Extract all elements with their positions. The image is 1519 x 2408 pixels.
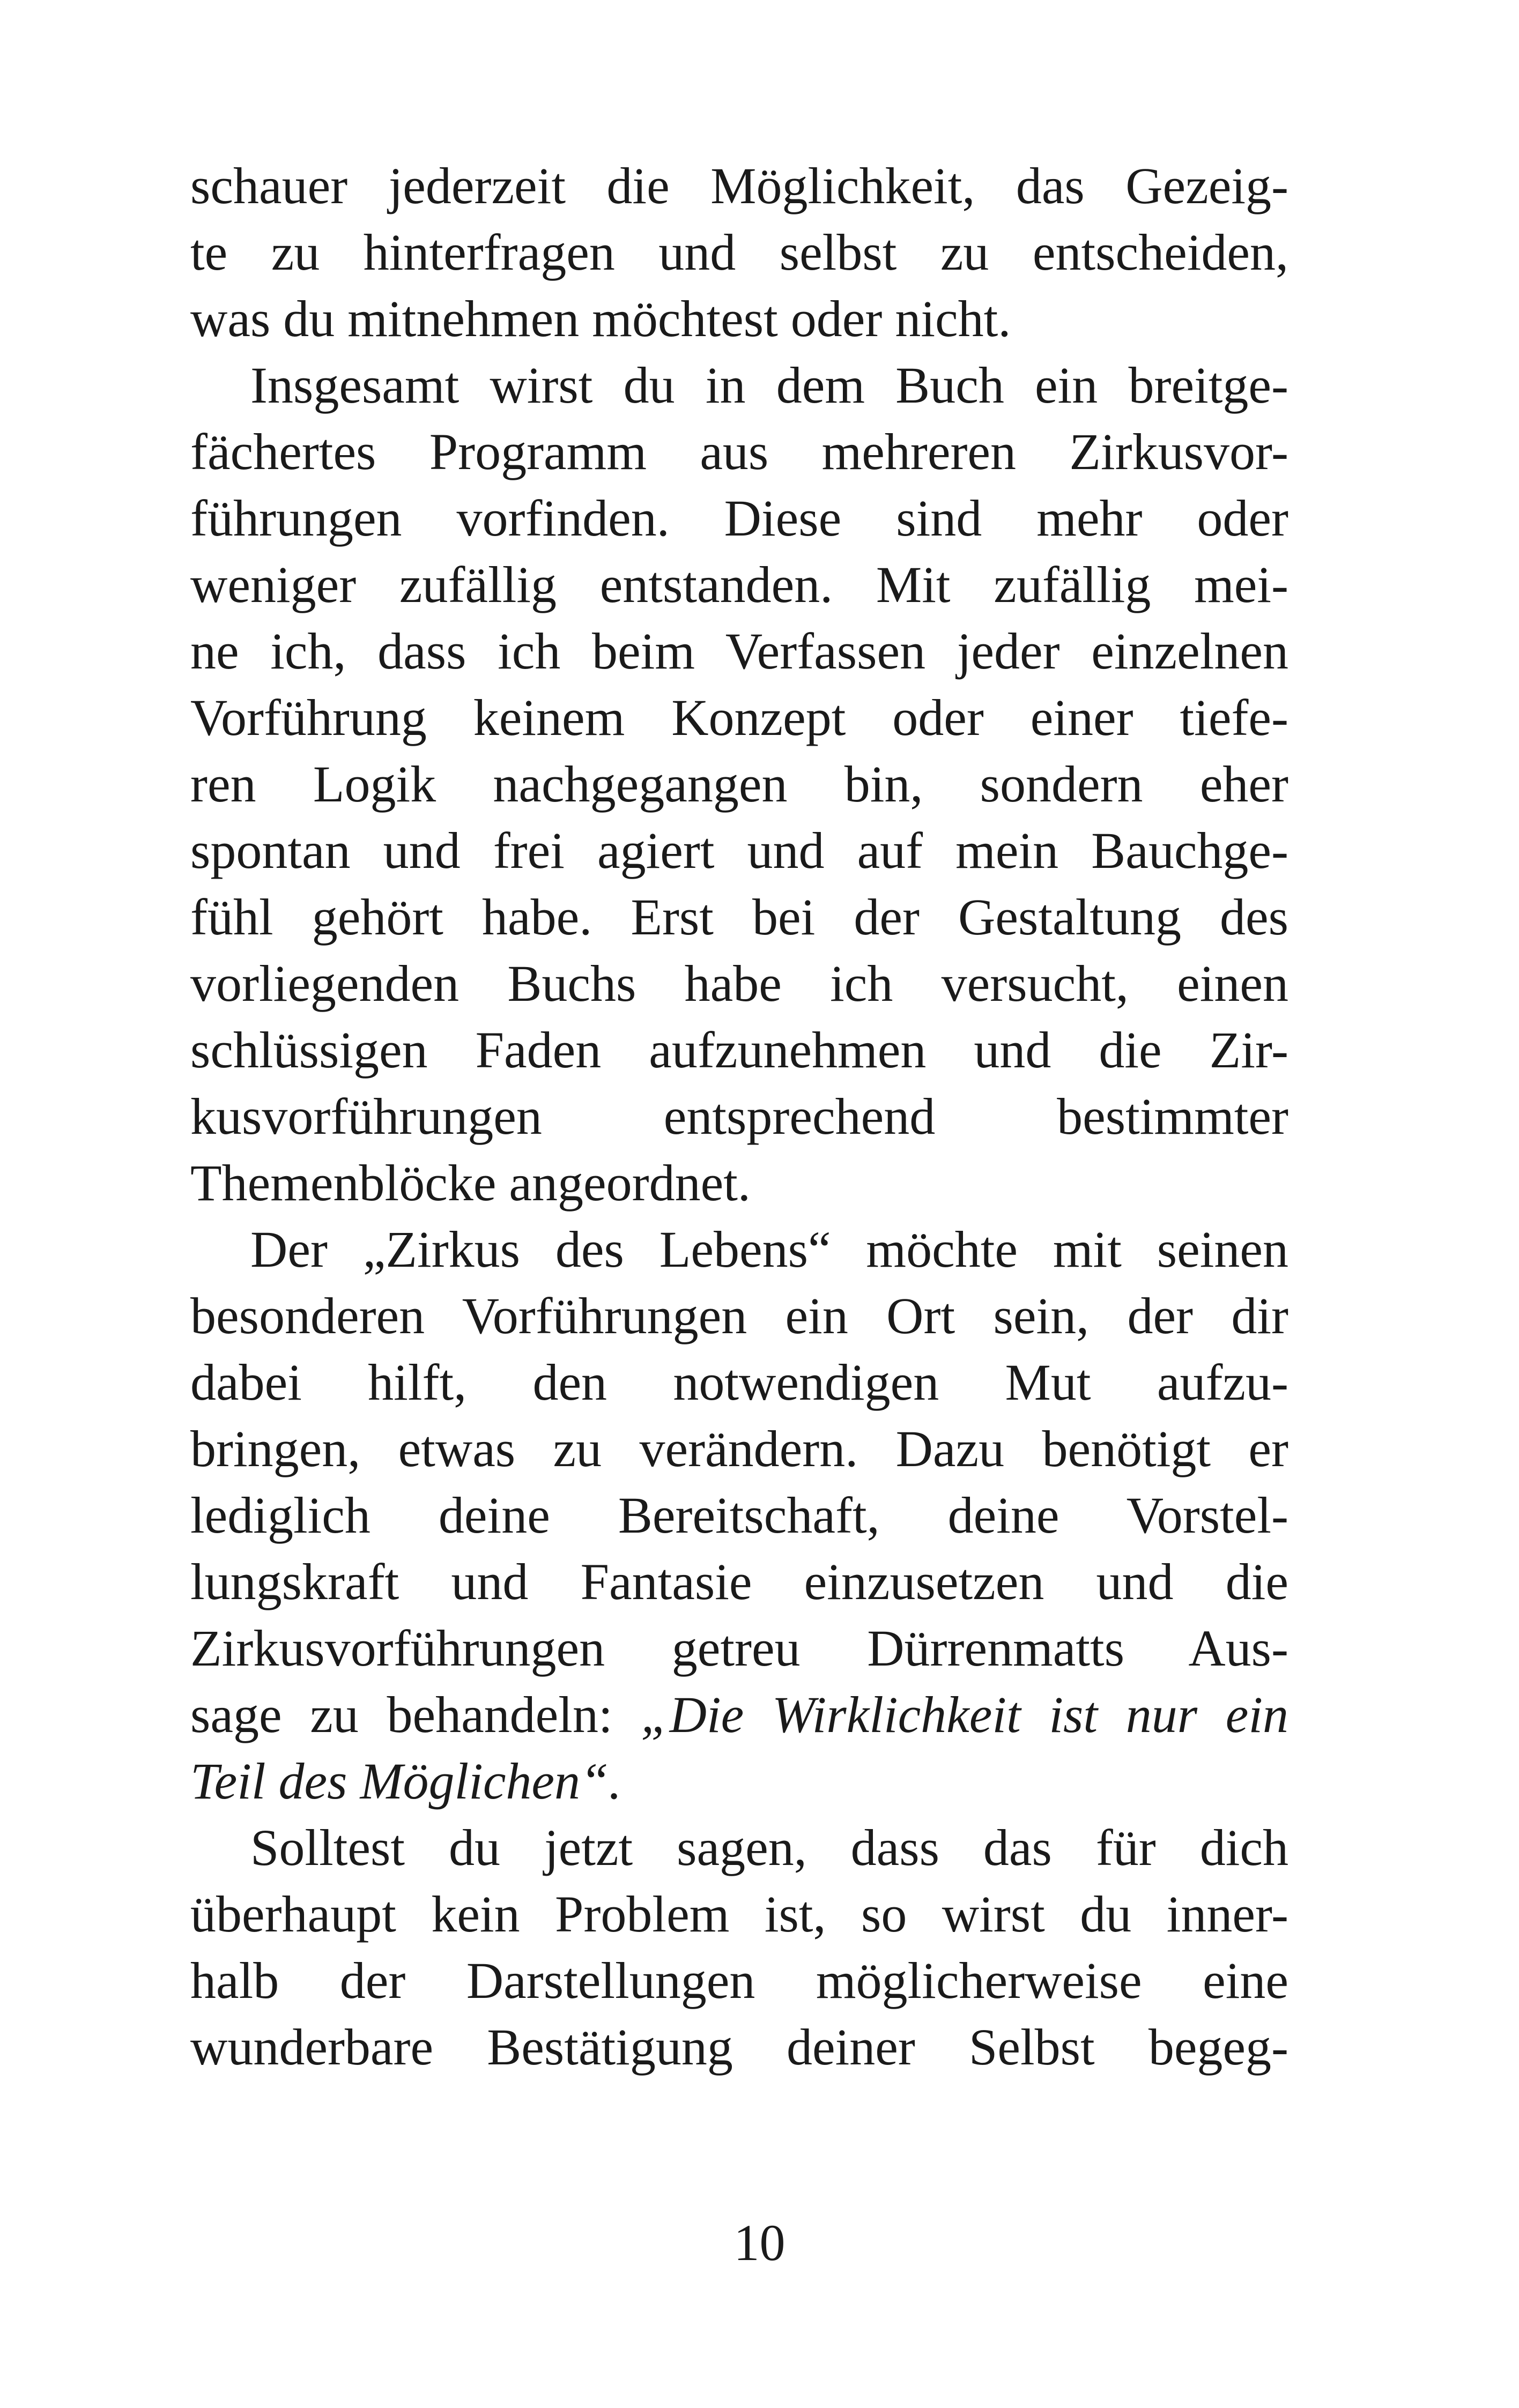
text-line: lediglich deine Bereitschaft, deine Vorstel- — [190, 1487, 1288, 1544]
text-line — [190, 1748, 1288, 1815]
text-line: überhaupt kein Problem ist, so wirst du inner- — [190, 1885, 1288, 1943]
text-segment: sage zu behandeln: — [190, 1686, 641, 1743]
text-line: ren Logik nachgegangen bin, sondern eher — [190, 755, 1288, 813]
text-line: Themenblöcke angeordnet. — [190, 1154, 751, 1212]
text-line: ne ich, dass ich beim Verfassen jeder einzelnen — [190, 622, 1288, 680]
text-line: halb der Darstellungen möglicherweise eine — [190, 1952, 1288, 2009]
text-line: wunderbare Bestätigung deiner Selbst begeg- — [190, 2018, 1288, 2076]
text-line: bringen, etwas zu verändern. Dazu benötigt er — [190, 1420, 1288, 1477]
text-line: Solltest du jetzt sagen, dass das für dich — [250, 1819, 1288, 1876]
text-line: Zirkusvorführungen getreu Dürrenmatts Aus- — [190, 1619, 1288, 1677]
text-line: führungen vorfinden. Diese sind mehr oder — [190, 489, 1288, 547]
text-line: kusvorführungen entsprechend bestimmter — [190, 1088, 1288, 1145]
text-line: weniger zufällig entstanden. Mit zufällig mei- — [190, 556, 1288, 613]
text-line: besonderen Vorführungen ein Ort sein, der dir — [190, 1287, 1288, 1344]
page-number: 10 — [733, 2214, 786, 2271]
text-line: schlüssigen Faden aufzunehmen und die Zir- — [190, 1021, 1288, 1079]
paragraph — [190, 1216, 1288, 1815]
text-line: spontan und frei agiert und auf mein Bauchge- — [190, 822, 1288, 879]
text-line: schauer jederzeit die Möglichkeit, das Gezeig- — [190, 157, 1288, 214]
quote-text: Teil des Möglichen“. — [190, 1752, 622, 1810]
text-line — [190, 1682, 1288, 1748]
paragraph — [190, 1815, 1288, 2080]
text-line: was du mitnehmen möchtest oder nicht. — [190, 290, 1011, 347]
body-text — [190, 153, 1288, 2080]
text-line: lungskraft und Fantasie einzusetzen und die — [190, 1553, 1288, 1610]
text-line: dabei hilft, den notwendigen Mut aufzu- — [190, 1354, 1288, 1411]
text-line: fächertes Programm aus mehreren Zirkusvor- — [190, 423, 1288, 480]
paragraph — [190, 352, 1288, 1216]
quote-text: „Die Wirklichkeit ist nur ein — [641, 1686, 1289, 1743]
text-line: te zu hinterfragen und selbst zu entscheiden, — [190, 224, 1288, 281]
text-line: fühl gehört habe. Erst bei der Gestaltung des — [190, 888, 1288, 946]
text-line: Vorführung keinem Konzept oder einer tiefe- — [190, 689, 1288, 746]
paragraph — [190, 153, 1288, 352]
text-line: Der „Zirkus des Lebens“ möchte mit seinen — [250, 1221, 1288, 1278]
text-line: Insgesamt wirst du in dem Buch ein breitge- — [250, 356, 1288, 414]
text-line: vorliegenden Buchs habe ich versucht, einen — [190, 955, 1288, 1012]
